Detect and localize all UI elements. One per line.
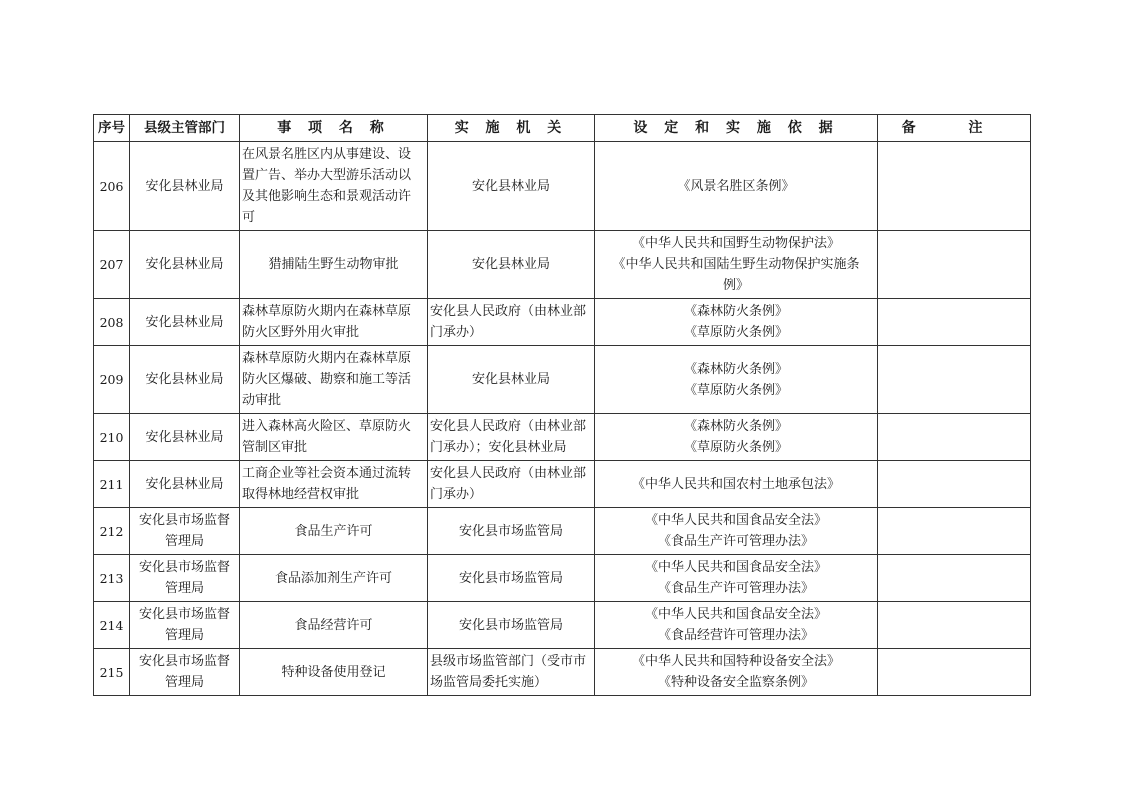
cell-text-line: 安化县市场监管局	[458, 617, 563, 633]
header-agency: 实 施 机 关	[428, 115, 595, 142]
cell-agency	[428, 346, 595, 414]
cell-agency	[428, 142, 595, 231]
cell-remark	[878, 508, 1031, 555]
cell-text-line: 管制区审批	[242, 440, 308, 455]
cell-text-line: 门承办）	[430, 325, 483, 340]
cell-text-line: 安化县林业局	[145, 372, 224, 387]
cell-text-line: 安化县林业局	[471, 257, 550, 272]
cell-text-line: 猎捕陆生野生动物审批	[268, 257, 399, 272]
cell-text-line: 《中华人民共和国食品安全法》	[644, 607, 827, 622]
cell-seq: 210	[94, 414, 130, 461]
cell-text-line: 《森林防火条例》	[683, 304, 788, 319]
header-basis: 设 定 和 实 施 依 据	[595, 115, 878, 142]
cell-basis	[595, 555, 878, 602]
header-item-name: 事 项 名 称	[240, 115, 428, 142]
cell-department	[130, 414, 240, 461]
cell-text-line: 安化县市场监督	[138, 607, 230, 622]
cell-text-line: 安化县林业局	[145, 257, 224, 272]
cell-basis	[595, 299, 878, 346]
cell-text-line: 《中华人民共和国陆生野生动物保护实施条	[612, 257, 860, 272]
table-row	[94, 142, 1031, 231]
cell-basis	[595, 142, 878, 231]
cell-text-line: 《草原防火条例》	[683, 382, 788, 398]
cell-text-line: 《中华人民共和国食品安全法》	[644, 513, 827, 528]
cell-text-line: 《草原防火条例》	[683, 325, 788, 340]
cell-item-name	[240, 299, 428, 346]
cell-text-line: 例》	[722, 278, 749, 293]
cell-item-name	[240, 555, 428, 602]
cell-agency	[428, 231, 595, 299]
cell-text-line: 管理局	[164, 581, 204, 596]
cell-item-name	[240, 231, 428, 299]
cell-department	[130, 346, 240, 414]
cell-text-line: 安化县林业局	[145, 314, 224, 330]
table-row	[94, 649, 1031, 696]
cell-text-line: 安化县人民政府（由林业部	[430, 304, 587, 319]
cell-text-line: 场监管局委托实施）	[430, 675, 548, 690]
cell-remark	[878, 299, 1031, 346]
cell-basis	[595, 508, 878, 555]
cell-agency	[428, 508, 595, 555]
table-row	[94, 508, 1031, 555]
cell-department	[130, 142, 240, 231]
cell-agency	[428, 555, 595, 602]
cell-agency	[428, 299, 595, 346]
cell-text-line: 动审批	[242, 393, 282, 408]
cell-basis	[595, 414, 878, 461]
cell-text-line: 门承办）	[430, 487, 483, 502]
cell-department	[130, 461, 240, 508]
cell-text-line: 安化县人民政府（由林业部	[430, 466, 587, 481]
cell-agency	[428, 602, 595, 649]
cell-text-line: 可	[242, 210, 256, 225]
cell-text-line: 安化县市场监督	[138, 513, 230, 528]
cell-seq: 214	[94, 602, 130, 649]
cell-seq: 212	[94, 508, 130, 555]
cell-item-name	[240, 602, 428, 649]
table-row	[94, 346, 1031, 414]
cell-text-line: 森林草原防火期内在森林草原	[242, 304, 412, 319]
table-row	[94, 602, 1031, 649]
cell-text-line: 安化县人民政府（由林业部	[430, 419, 587, 434]
cell-seq: 206	[94, 142, 130, 231]
cell-remark	[878, 346, 1031, 414]
cell-seq: 207	[94, 231, 130, 299]
cell-text-line: 安化县林业局	[145, 429, 224, 445]
document-page	[93, 114, 1031, 696]
cell-text-line: 管理局	[164, 628, 204, 643]
cell-item-name	[240, 346, 428, 414]
cell-remark	[878, 231, 1031, 299]
cell-text-line: 《中华人民共和国野生动物保护法》	[631, 236, 840, 251]
table-header-row	[94, 115, 1031, 142]
cell-remark	[878, 142, 1031, 231]
cell-text-line: 《特种设备安全监察条例》	[657, 675, 814, 690]
cell-text-line: 及其他影响生态和景观活动许	[242, 189, 412, 204]
cell-text-line: 食品添加剂生产许可	[274, 570, 392, 586]
cell-remark	[878, 649, 1031, 696]
cell-seq: 211	[94, 461, 130, 508]
cell-text-line: 管理局	[164, 534, 204, 549]
cell-text-line: 安化县市场监管局	[458, 570, 563, 586]
cell-text-line: 工商企业等社会资本通过流转	[242, 466, 412, 481]
cell-basis	[595, 461, 878, 508]
cell-text-line: 安化县林业局	[471, 178, 550, 194]
cell-text-line: 管理局	[164, 675, 204, 690]
cell-text-line: 安化县市场监管局	[458, 523, 563, 539]
cell-text-line: 食品经营许可	[294, 617, 373, 633]
cell-text-line: 《中华人民共和国特种设备安全法》	[631, 654, 840, 669]
cell-text-line: 安化县市场监督	[138, 560, 230, 575]
cell-agency	[428, 414, 595, 461]
cell-text-line: 《食品生产许可管理办法》	[657, 581, 814, 596]
cell-item-name	[240, 414, 428, 461]
cell-basis	[595, 602, 878, 649]
cell-department	[130, 299, 240, 346]
cell-remark	[878, 602, 1031, 649]
cell-department	[130, 231, 240, 299]
cell-text-line: 置广告、举办大型游乐活动以	[242, 168, 412, 183]
table-row	[94, 461, 1031, 508]
cell-seq: 213	[94, 555, 130, 602]
cell-text-line: 县级市场监管部门（受市市	[430, 654, 587, 669]
cell-text-line: 《草原防火条例》	[683, 440, 788, 455]
cell-remark	[878, 461, 1031, 508]
cell-text-line: 特种设备使用登记	[281, 664, 386, 680]
cell-item-name	[240, 508, 428, 555]
cell-text-line: 《中华人民共和国农村土地承包法》	[631, 476, 840, 492]
table-row	[94, 414, 1031, 461]
cell-text-line: 《中华人民共和国食品安全法》	[644, 560, 827, 575]
cell-item-name	[240, 461, 428, 508]
cell-text-line: 安化县林业局	[471, 372, 550, 387]
table-row	[94, 299, 1031, 346]
cell-remark	[878, 414, 1031, 461]
cell-seq: 215	[94, 649, 130, 696]
cell-text-line: 森林草原防火期内在森林草原	[242, 351, 412, 366]
cell-text-line: 《森林防火条例》	[683, 361, 788, 377]
table-body	[94, 142, 1031, 696]
cell-text-line: 《风景名胜区条例》	[677, 178, 795, 194]
cell-text-line: 防火区爆破、勘察和施工等活	[242, 372, 412, 387]
cell-remark	[878, 555, 1031, 602]
cell-text-line: 取得林地经营权审批	[242, 487, 360, 502]
cell-text-line: 《食品经营许可管理办法》	[657, 628, 814, 643]
cell-agency	[428, 461, 595, 508]
cell-agency	[428, 649, 595, 696]
cell-item-name	[240, 142, 428, 231]
cell-text-line: 在风景名胜区内从事建设、设	[242, 147, 412, 162]
cell-department	[130, 649, 240, 696]
table-row	[94, 231, 1031, 299]
header-department: 县级主管部门	[130, 115, 240, 142]
cell-text-line: 防火区野外用火审批	[242, 325, 360, 340]
cell-item-name	[240, 649, 428, 696]
cell-text-line: 进入森林高火险区、草原防火	[242, 419, 412, 434]
cell-department	[130, 508, 240, 555]
cell-department	[130, 602, 240, 649]
cell-seq: 208	[94, 299, 130, 346]
cell-text-line: 食品生产许可	[294, 523, 373, 539]
cell-seq: 209	[94, 346, 130, 414]
header-seq: 序号	[94, 115, 130, 142]
cell-basis	[595, 649, 878, 696]
cell-text-line: 安化县市场监督	[138, 654, 230, 669]
table-row	[94, 555, 1031, 602]
cell-text-line: 安化县林业局	[145, 178, 224, 194]
cell-department	[130, 555, 240, 602]
cell-text-line: 《食品生产许可管理办法》	[657, 534, 814, 549]
cell-text-line: 门承办）；安化县林业局	[430, 440, 567, 455]
cell-basis	[595, 346, 878, 414]
cell-text-line: 《森林防火条例》	[683, 419, 788, 434]
cell-text-line: 安化县林业局	[145, 476, 224, 492]
approval-items-table	[93, 114, 1031, 696]
header-remark: 备 注	[878, 115, 1031, 142]
cell-basis	[595, 231, 878, 299]
